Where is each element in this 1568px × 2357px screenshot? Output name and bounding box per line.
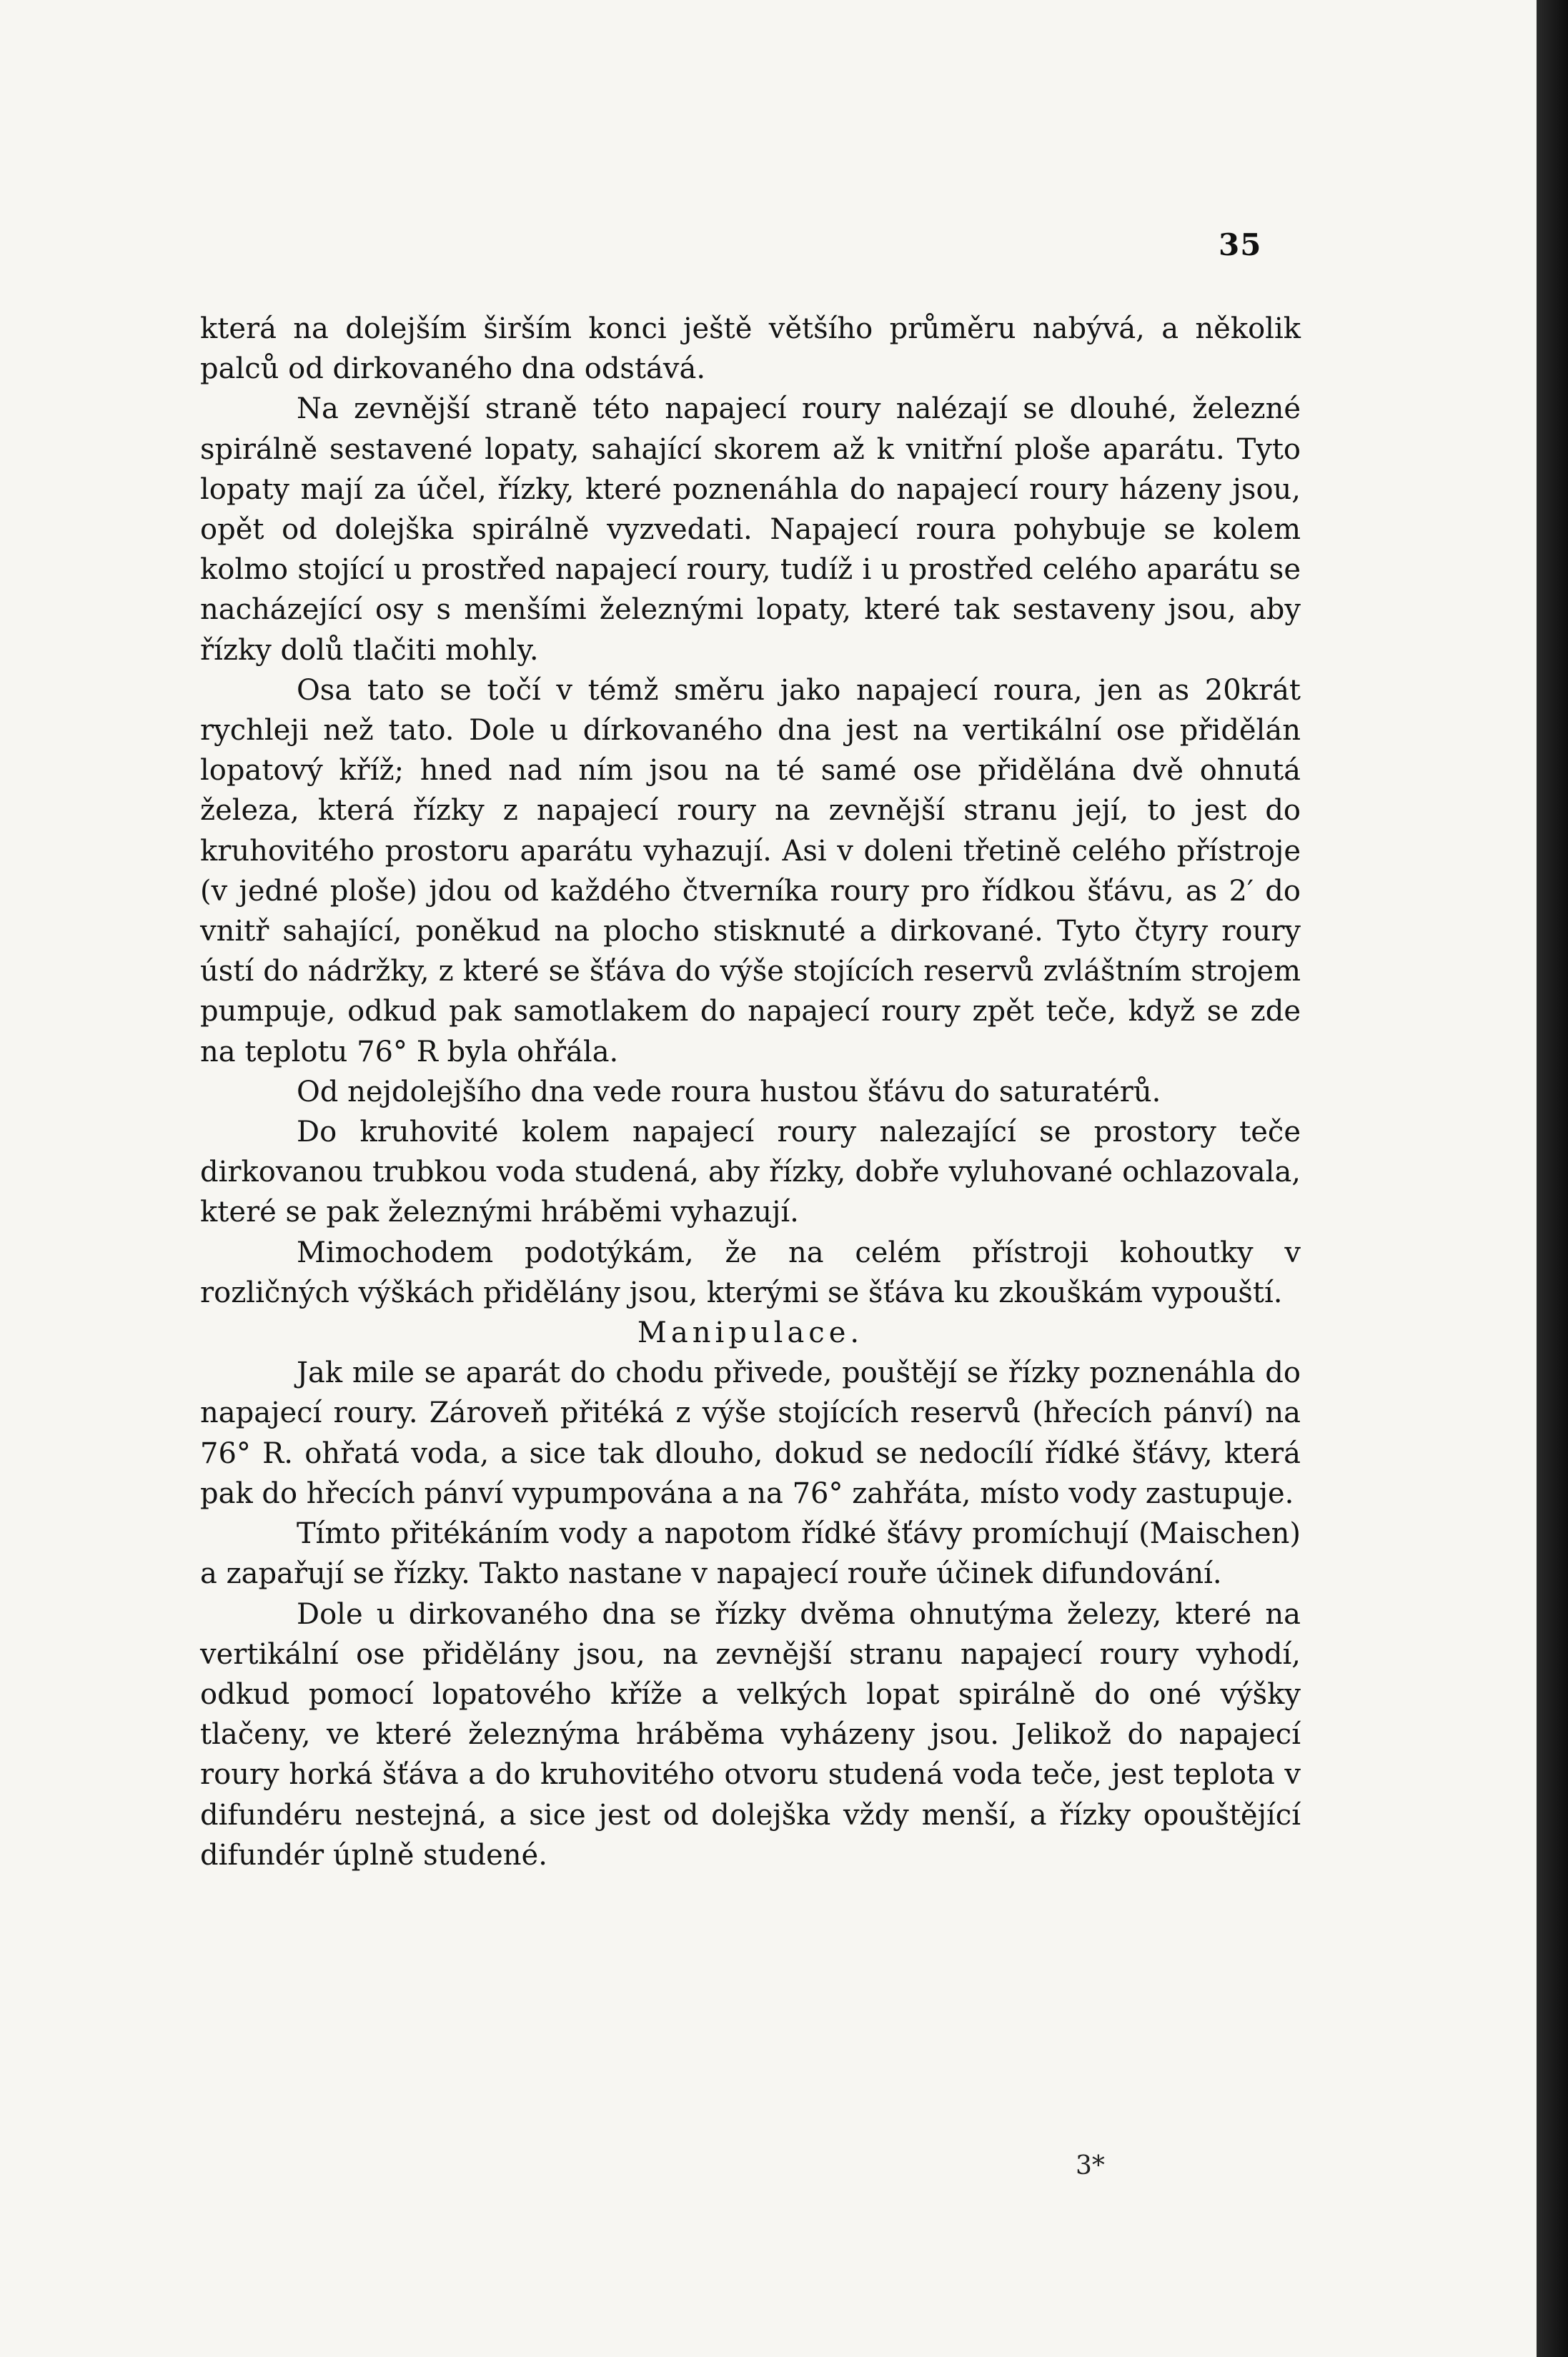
body-text [200,309,1301,1875]
paragraph-4: Od nejdolejšího dna vede roura hustou šťávu do saturatérů. [297,1075,1161,1108]
paragraph-5: Do kruhovité kolem napajecí roury nalezající se prostory teče dirkovanou trubkou voda studená, aby řízky, dobře vyluhované ochlazovala, které se pak železnými hráběmi vyhazují. [200,1116,1301,1229]
section-heading: Manipulace. [637,1316,864,1350]
paragraph-9: Dole u dirkovaného dna se řízky dvěma ohnutýma železy, které na vertikální ose přidělány jsou, na zevnější stranu napajecí roury vyhodí, odkud pomocí lopatového kříže a velkých lopat spirálně do oné výšky tlačeny, ve které železnýma hráběma vyházeny jsou. Jelikož do napajecí roury horká šťáva a do kruhovitého otvoru studená voda teče, jest teplota v difundéru nestejná, a sice jest od dolejška vždy menší, a řízky opouštějící difundér úplně studené. [200,1597,1301,1872]
paragraph-1: která na dolejším širším konci ještě většího průměru nabývá, a několik palců od dirkovaného dna odstává. [200,312,1301,386]
page-number: 35 [1219,227,1262,262]
signature-mark: 3* [1076,2151,1105,2180]
paragraph-7: Jak mile se aparát do chodu přivede, pouštějí se řízky poznenáhla do napajecí roury. Zároveň přitéká z výše stojících reservů (hřecích pánví) na 76° R. ohřatá voda, a sice tak dlouho, dokud se nedocílí řídké šťávy, která pak do hřecích pánví vypumpována a na 76° zahřáta, místo vody zastupuje. [200,1356,1301,1510]
paragraph-6: Mimochodem podotýkám, že na celém přístroji kohoutky v rozličných výškách přidělány jsou, kterými se šťáva ku zkouškám vypouští. [200,1236,1301,1309]
paragraph-8: Tímto přitékáním vody a napotom řídké šťávy promíchují (Maischen) a zapařují se řízky. Takto nastane v napajecí rouře účinek difundování. [200,1517,1301,1591]
paragraph-2: Na zevnější straně této napajecí roury nalézají se dlouhé, železné spirálně sestavené lopaty, sahající skorem až k vnitřní ploše aparátu. Tyto lopaty mají za účel, řízky, které poznenáhla do napajecí roury házeny jsou, opět od dolejška spirálně vyzvedati. Napajecí roura pohybuje se kolem kolmo stojící u prostřed napajecí roury, tudíž i u prostřed celého aparátu se nacházející osy s menšími železnými lopaty, které tak sestaveny jsou, aby řízky dolů tlačiti mohly. [200,392,1301,667]
page-edge-shadow [1537,0,1568,2357]
paragraph-3: Osa tato se točí v témž směru jako napajecí roura, jen as 20krát rychleji než tato. Dole u dírkovaného dna jest na vertikální ose přidělán lopatový kříž; hned nad ním jsou na té samé ose přidělána dvě ohnutá železa, která řízky z napajecí roury na zevnější stranu její, to jest do kruhovitého prostoru aparátu vyhazují. Asi v doleni třetině celého přístroje (v jedné ploše) jdou od každého čtverníka roury pro řídkou šťávu, as 2′ do vnitř sahající, poněkud na plocho stisknuté a dirkované. Tyto čtyry roury ústí do nádržky, z které se šťáva do výše stojících reservů zvláštním strojem pumpuje, odkud pak samotlakem do napajecí roury zpět teče, když se zde na teplotu 76° R byla ohřála. [200,673,1301,1068]
